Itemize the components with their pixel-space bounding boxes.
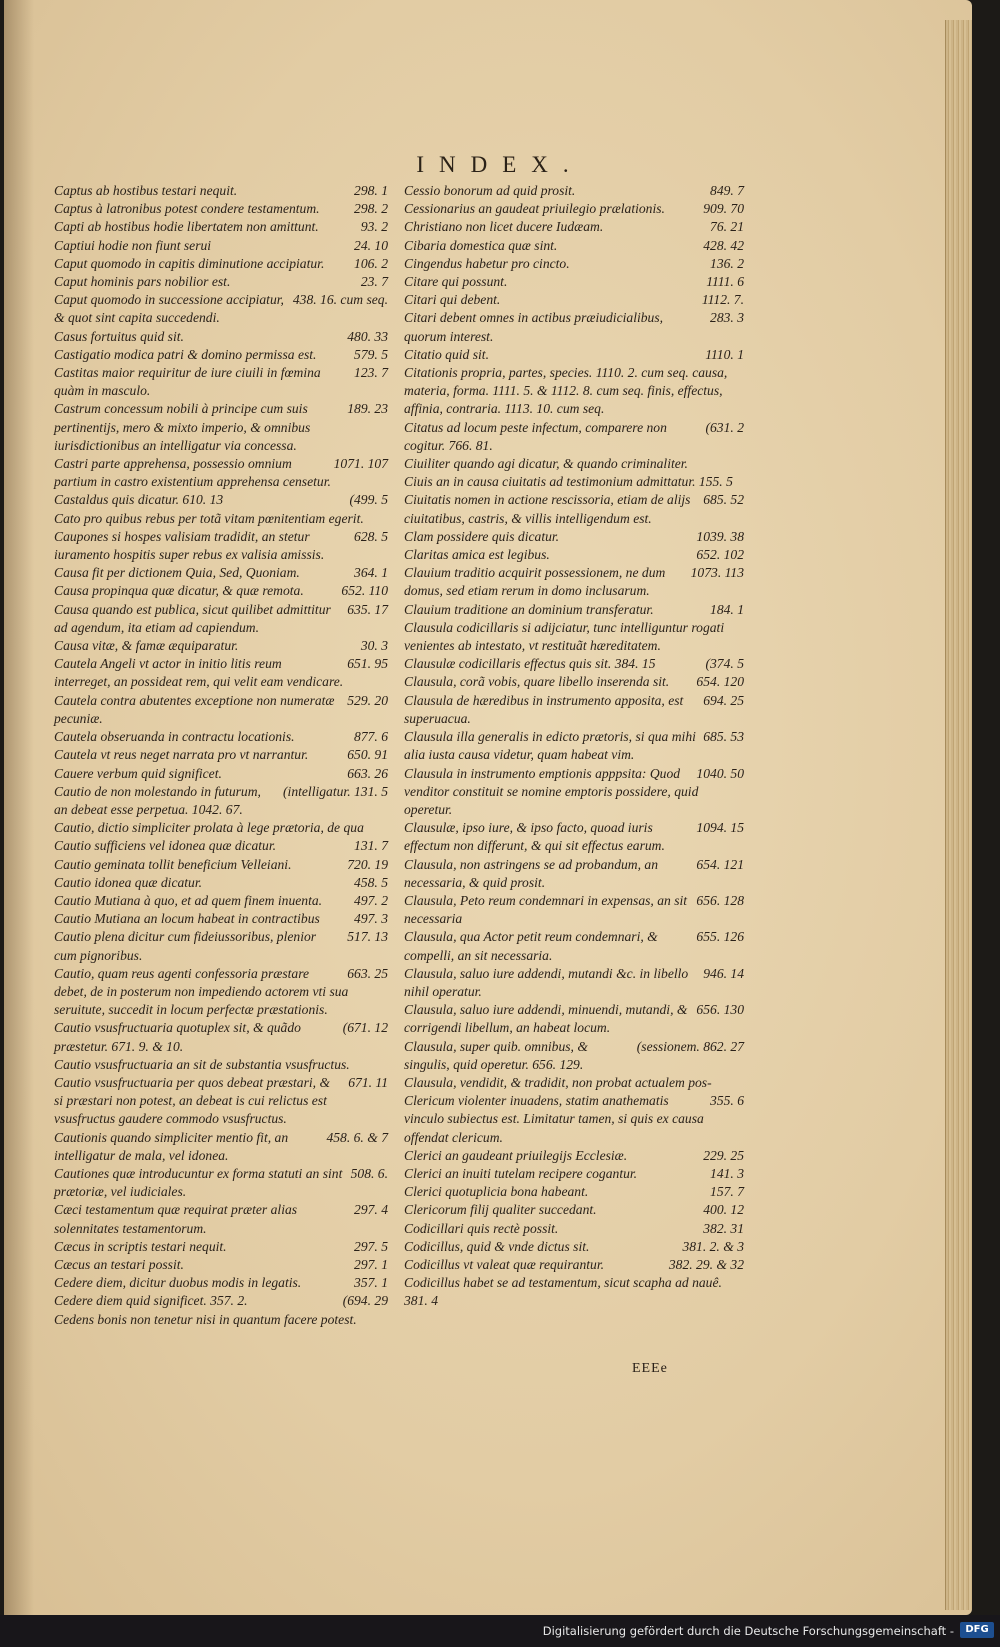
entry-reference: 497. 2 bbox=[354, 892, 388, 908]
footer-text: Digitalisierung gefördert durch die Deutsche Forschungsgemeinschaft - bbox=[542, 1624, 954, 1638]
index-entry bbox=[54, 1129, 388, 1165]
entry-text: Cautio geminata tollit beneficium Velleiani. bbox=[54, 856, 292, 872]
index-entry bbox=[404, 491, 744, 527]
entry-reference: 381. 2. & 3 bbox=[682, 1238, 744, 1254]
entry-text: Castrum concessum nobili à principe cum suis pertinentijs, mero & mixto imperio, & omnibus iurisdictionibus an intelligatur via concessa. bbox=[54, 401, 311, 453]
entry-text: Ciuiliter quando agi dicatur, & quando criminaliter. bbox=[404, 456, 688, 472]
entry-reference: 93. 2 bbox=[360, 219, 388, 235]
entry-reference: 685. 53 bbox=[703, 729, 744, 745]
entry-text: Cedere diem quid significet. 357. 2. bbox=[54, 1293, 248, 1309]
index-entry bbox=[404, 1183, 744, 1201]
entry-text: Captus à latronibus potest condere testamentum. bbox=[54, 201, 320, 217]
entry-text: Captiui hodie non fiunt serui bbox=[54, 237, 212, 253]
index-entry bbox=[54, 364, 388, 400]
entry-text: Cautio Mutiana an locum habeat in contractibus bbox=[54, 911, 320, 927]
index-entry bbox=[404, 346, 744, 364]
index-entry bbox=[404, 255, 744, 273]
signature-mark: EEEe bbox=[632, 1361, 668, 1376]
index-entry bbox=[404, 528, 744, 546]
index-entry bbox=[404, 455, 744, 473]
entry-reference: 480. 33 bbox=[347, 328, 388, 344]
index-entry bbox=[404, 273, 744, 291]
entry-reference: 76. 21 bbox=[710, 219, 744, 235]
entry-text: Clericum violenter inuadens, statim anathematis vinculo subiectus est. Limitatur tamen, si quis ex causa offendat clericum. bbox=[404, 1093, 704, 1145]
entry-reference: 123. 7 bbox=[354, 365, 388, 381]
index-entry bbox=[54, 765, 388, 783]
entry-text: Clausula de hæredibus in instrumento apposita, est superuacua. bbox=[404, 692, 684, 726]
entry-reference: 497. 3 bbox=[354, 911, 388, 927]
entry-reference: 1071. 107 bbox=[333, 456, 388, 472]
entry-reference: 23. 7 bbox=[360, 274, 388, 290]
entry-reference: 382. 31 bbox=[703, 1220, 744, 1236]
entry-reference: 382. 29. & 32 bbox=[668, 1256, 744, 1272]
entry-text: Ciuis an in causa ciuitatis ad testimonium admittatur. 155. 5 bbox=[404, 474, 733, 490]
entry-text: Cautio, quam reus agenti confessoria præstare debet, de in posterum non impediendo actorem vti sua seruitute, succedit in locum perfectæ præstationis. bbox=[54, 965, 349, 1018]
index-entry bbox=[54, 746, 388, 764]
index-entry bbox=[54, 728, 388, 746]
index-entry bbox=[404, 601, 744, 619]
index-column-right bbox=[404, 182, 744, 1311]
index-entry bbox=[54, 182, 388, 200]
entry-text: Caupones si hospes valisiam tradidit, an stetur iuramento hospitis super rebus ex valisia amissis. bbox=[54, 528, 325, 563]
entry-reference: 357. 1 bbox=[354, 1275, 388, 1291]
entry-reference: 355. 6 bbox=[710, 1093, 744, 1109]
entry-text: Cessio bonorum ad quid prosit. bbox=[404, 183, 576, 198]
index-entry bbox=[54, 1165, 388, 1201]
entry-reference: 1039. 38 bbox=[696, 528, 744, 544]
index-entry bbox=[404, 965, 744, 1001]
index-entry bbox=[404, 928, 744, 964]
entry-reference: 628. 5 bbox=[354, 528, 388, 544]
index-entry bbox=[404, 1274, 744, 1310]
index-entry bbox=[54, 237, 388, 255]
index-entry bbox=[54, 273, 388, 291]
index-entry bbox=[404, 1001, 744, 1037]
index-entry bbox=[404, 564, 744, 600]
index-entry bbox=[54, 400, 388, 455]
entry-text: Codicillus, quid & vnde dictus sit. bbox=[404, 1238, 590, 1254]
entry-text: Clausulæ codicillaris effectus quis sit. 384. 15 bbox=[404, 656, 656, 672]
index-entry bbox=[54, 1292, 388, 1310]
entry-reference: 671. 11 bbox=[348, 1074, 388, 1090]
index-entry bbox=[54, 783, 388, 819]
entry-text: Clausula, qua Actor petit reum condemnari, & compelli, an sit necessaria. bbox=[404, 929, 658, 963]
entry-reference: 458. 5 bbox=[354, 874, 388, 890]
entry-text: Citari debent omnes in actibus præiudicialibus, quorum interest. bbox=[404, 310, 664, 344]
index-entry bbox=[404, 200, 744, 218]
entry-reference: 283. 3 bbox=[710, 310, 744, 326]
entry-text: Cautio, dictio simpliciter prolata à lege prætoria, de qua bbox=[54, 820, 364, 836]
entry-reference: 298. 2 bbox=[354, 201, 388, 217]
entry-text: Castri parte apprehensa, possessio omnium partium in castro existentium apprehensa censetur. bbox=[54, 456, 331, 490]
entry-text: Causa vitæ, & famæ æquiparatur. bbox=[54, 638, 239, 654]
index-entry bbox=[54, 874, 388, 892]
entry-text: Christiano non licet ducere Iudæam. bbox=[404, 219, 604, 235]
index-entry bbox=[54, 200, 388, 218]
gutter-shadow bbox=[4, 0, 34, 1615]
index-entry bbox=[54, 346, 388, 364]
entry-reference: 529. 20 bbox=[347, 692, 388, 708]
entry-text: Cautio idonea quæ dicatur. bbox=[54, 874, 203, 890]
index-entry bbox=[404, 364, 744, 419]
entry-reference: 297. 4 bbox=[354, 1202, 388, 1218]
index-entry bbox=[54, 1256, 388, 1274]
index-entry bbox=[54, 455, 388, 491]
entry-text: Ciuitatis nomen in actione rescissoria, etiam de alijs ciuitatibus, castris, & villis intelligendum est. bbox=[404, 492, 691, 526]
entry-reference: 1073. 113 bbox=[690, 565, 744, 581]
entry-text: Citatus ad locum peste infectum, comparere non cogitur. 766. 81. bbox=[404, 419, 667, 453]
entry-reference: 428. 42 bbox=[703, 237, 744, 253]
entry-reference: 1110. 1 bbox=[705, 346, 744, 362]
index-entry bbox=[54, 856, 388, 874]
entry-reference: 141. 3 bbox=[710, 1165, 744, 1181]
index-entry bbox=[54, 1074, 388, 1129]
entry-reference: (671. 12 bbox=[342, 1020, 388, 1036]
entry-text: Clausula, non astringens se ad probandum, an necessaria, & quid prosit. bbox=[404, 856, 659, 890]
entry-text: Clauium traditione an dominium transferatur. bbox=[404, 601, 654, 617]
entry-text: Cessionarius an gaudeat priuilegio prælationis. bbox=[404, 201, 665, 217]
entry-text: Cæci testamentum quæ requirat præter alias solennitates testamentorum. bbox=[54, 1202, 298, 1236]
entry-reference: (sessionem. 862. 27 bbox=[636, 1038, 744, 1054]
entry-text: Cæcus an testari possit. bbox=[54, 1256, 184, 1272]
entry-reference: 400. 12 bbox=[703, 1202, 744, 1218]
entry-text: Castigatio modica patri & domino permissa est. bbox=[54, 346, 317, 362]
entry-text: Clerici an gaudeant priuilegijs Ecclesiæ. bbox=[404, 1147, 628, 1163]
digitization-footer bbox=[0, 1615, 1000, 1647]
index-entry bbox=[404, 728, 744, 764]
index-entry bbox=[54, 528, 388, 564]
entry-text: Citari qui debent. bbox=[404, 292, 501, 308]
index-entry bbox=[404, 309, 744, 345]
index-entry bbox=[404, 1165, 744, 1183]
entry-text: Castaldus quis dicatur. 610. 13 bbox=[54, 492, 224, 508]
entry-text: Codicillari quis rectè possit. bbox=[404, 1220, 559, 1236]
entry-reference: 136. 2 bbox=[710, 255, 744, 271]
entry-reference: (631. 2 bbox=[705, 419, 744, 435]
entry-text: Clerici quotuplicia bona habeant. bbox=[404, 1184, 589, 1200]
entry-reference: 849. 7 bbox=[710, 183, 744, 198]
index-entry bbox=[404, 1201, 744, 1219]
index-entry bbox=[54, 892, 388, 910]
entry-text: Citare qui possunt. bbox=[404, 274, 508, 290]
entry-text: Causa quando est publica, sicut quilibet admittitur ad agendum, ita etiam ad capiendum. bbox=[54, 601, 331, 635]
entry-reference: 652. 102 bbox=[696, 547, 744, 563]
entry-text: Cautio sufficiens vel idonea quæ dicatur. bbox=[54, 838, 277, 854]
entry-text: Clausula illa generalis in edicto prætoris, si qua mihi alia iusta causa videtur, quam habeat vim. bbox=[404, 729, 696, 763]
index-entry bbox=[54, 837, 388, 855]
index-entry bbox=[404, 1092, 744, 1147]
index-entry bbox=[54, 692, 388, 728]
entry-reference: 30. 3 bbox=[360, 638, 388, 654]
index-entry bbox=[54, 218, 388, 236]
index-entry bbox=[404, 765, 744, 820]
index-entry bbox=[404, 291, 744, 309]
index-entry bbox=[54, 819, 388, 837]
index-entry bbox=[54, 564, 388, 582]
entry-reference: (499. 5 bbox=[349, 492, 388, 508]
index-entry bbox=[404, 1220, 744, 1238]
entry-reference: 720. 19 bbox=[347, 856, 388, 872]
entry-text: Clauium traditio acquirit possessionem, ne dum domus, sed etiam rerum in domo inclusarum. bbox=[404, 565, 666, 599]
entry-text: Clausula, saluo iure addendi, mutandi &c. in libello nihil operatur. bbox=[404, 965, 689, 999]
entry-reference: 364. 1 bbox=[354, 565, 388, 581]
entry-text: Clam possidere quis dicatur. bbox=[404, 528, 560, 544]
index-entry bbox=[54, 601, 388, 637]
entry-reference: 298. 1 bbox=[354, 183, 388, 198]
index-column-left bbox=[54, 182, 388, 1329]
index-entry bbox=[54, 928, 388, 964]
entry-reference: 654. 120 bbox=[696, 674, 744, 690]
index-entry bbox=[404, 1074, 744, 1092]
entry-reference: 650. 91 bbox=[347, 747, 388, 763]
entry-reference: 656. 130 bbox=[696, 1002, 744, 1018]
page-edge bbox=[945, 20, 972, 1610]
entry-text: Clausula codicillaris si adijciatur, tunc intelliguntur rogati venientes ab intestato, vt restituãt hæreditatem. bbox=[404, 619, 725, 654]
entry-text: Cedens bonis non tenetur nisi in quantum facere potest. bbox=[54, 1311, 357, 1327]
entry-reference: 663. 26 bbox=[347, 765, 388, 781]
entry-reference: 663. 25 bbox=[347, 965, 388, 981]
entry-text: Clericorum filij qualiter succedant. bbox=[404, 1202, 597, 1218]
entry-text: Cedere diem, dicitur duobus modis in legatis. bbox=[54, 1275, 302, 1291]
entry-text: Citatio quid sit. bbox=[404, 346, 489, 362]
entry-reference: 1094. 15 bbox=[696, 820, 744, 836]
index-entry bbox=[54, 1311, 388, 1329]
entry-reference: 1112. 7. bbox=[701, 292, 744, 308]
index-entry bbox=[54, 1238, 388, 1256]
entry-text: Capti ab hostibus hodie libertatem non amittunt. bbox=[54, 219, 319, 235]
entry-text: Causa fit per dictionem Quia, Sed, Quoniam. bbox=[54, 565, 300, 581]
index-entry bbox=[54, 1274, 388, 1292]
index-entry bbox=[54, 637, 388, 655]
entry-reference: 656. 128 bbox=[696, 892, 744, 908]
entry-text: Citationis propria, partes, species. 1110. 2. cum seq. causa, materia, forma. 1111. 5. & 1112. 8. cum seq. finis, effectus, affinia, contraria. 1113. 10. cum seq. bbox=[404, 365, 728, 417]
entry-text: Clausula, super quib. omnibus, & singulis, quid operetur. 656. 129. bbox=[404, 1038, 588, 1072]
entry-reference: 635. 17 bbox=[347, 601, 388, 617]
entry-reference: 508. 6. bbox=[350, 1165, 388, 1181]
entry-text: Cingendus habetur pro cincto. bbox=[404, 255, 570, 271]
entry-reference: 694. 25 bbox=[703, 692, 744, 708]
index-entry bbox=[404, 1238, 744, 1256]
entry-reference: 131. 7 bbox=[354, 838, 388, 854]
entry-text: Cautio Mutiana à quo, et ad quem finem inuenta. bbox=[54, 892, 323, 908]
index-entry bbox=[54, 582, 388, 600]
entry-reference: 438. 16. cum seq. bbox=[292, 292, 388, 308]
index-entry bbox=[404, 473, 744, 491]
entry-text: Cautionis quando simpliciter mentio fit, an intelligatur de mala, vel idonea. bbox=[54, 1129, 289, 1163]
index-entry bbox=[404, 1038, 744, 1074]
index-entry bbox=[54, 655, 388, 691]
entry-reference: 685. 52 bbox=[703, 492, 744, 508]
entry-reference: (694. 29 bbox=[342, 1293, 388, 1309]
entry-text: Clausula, vendidit, & tradidit, non probat actualem pos- bbox=[404, 1074, 712, 1090]
index-entry bbox=[404, 218, 744, 236]
entry-reference: 651. 95 bbox=[347, 656, 388, 672]
index-entry bbox=[404, 856, 744, 892]
index-entry bbox=[54, 910, 388, 928]
entry-text: Caput quomodo in successione accipiatur, & quot sint capita succedendi. bbox=[54, 292, 284, 326]
entry-reference: (374. 5 bbox=[705, 656, 744, 672]
entry-text: Cautio de non molestando in futurum, an debeat esse perpetua. 1042. 67. bbox=[54, 783, 261, 817]
entry-reference: 189. 23 bbox=[347, 401, 388, 417]
entry-text: Cautio vsusfructuaria quotuplex sit, & quãdo præstetur. 671. 9. & 10. bbox=[54, 1020, 301, 1054]
entry-text: Cautela vt reus neget narrata pro vt narrantur. bbox=[54, 747, 309, 763]
entry-text: Caput quomodo in capitis diminutione accipiatur. bbox=[54, 255, 325, 271]
entry-text: Captus ab hostibus testari nequit. bbox=[54, 183, 238, 198]
entry-text: Clausula, corã vobis, quare libello inserenda sit. bbox=[404, 674, 670, 690]
entry-text: Castitas maior requiritur de iure ciuili in fœmina quàm in masculo. bbox=[54, 365, 321, 399]
index-entry bbox=[54, 291, 388, 327]
index-entry bbox=[404, 237, 744, 255]
entry-reference: 157. 7 bbox=[710, 1184, 744, 1200]
entry-text: Claritas amica est legibus. bbox=[404, 547, 550, 563]
index-entry bbox=[404, 692, 744, 728]
index-entry bbox=[404, 673, 744, 691]
index-entry bbox=[404, 1147, 744, 1165]
entry-reference: 652. 110 bbox=[341, 583, 388, 599]
entry-text: Cæcus in scriptis testari nequit. bbox=[54, 1238, 227, 1254]
entry-reference: 909. 70 bbox=[703, 201, 744, 217]
entry-text: Causa propinqua quæ dicatur, & quæ remota. bbox=[54, 583, 304, 599]
entry-text: Cautela obseruanda in contractu locationis. bbox=[54, 729, 295, 745]
entry-text: Cato pro quibus rebus per totã vitam pœnitentiam egerit. bbox=[54, 510, 364, 526]
index-entry bbox=[54, 1056, 388, 1074]
index-entry bbox=[404, 892, 744, 928]
entry-text: Clausulæ, ipso iure, & ipso facto, quoad iuris effectum non differunt, & qui sit effectus earum. bbox=[404, 820, 665, 854]
index-entry bbox=[404, 655, 744, 673]
index-entry bbox=[54, 1201, 388, 1237]
index-entry bbox=[404, 546, 744, 564]
entry-text: Cautio vsusfructuaria per quos debeat præstari, & si præstari non potest, an debeat is cui relictus est vsusfructus gaudere commodo vsusfructus. bbox=[54, 1074, 331, 1127]
entry-reference: 654. 121 bbox=[696, 856, 744, 872]
index-entry bbox=[404, 1256, 744, 1274]
index-entry bbox=[404, 819, 744, 855]
entry-reference: 458. 6. & 7 bbox=[326, 1129, 388, 1145]
dfg-logo[interactable]: DFG bbox=[960, 1622, 994, 1638]
entry-reference: 579. 5 bbox=[354, 346, 388, 362]
index-entry bbox=[54, 328, 388, 346]
entry-text: Cautio plena dicitur cum fideiussoribus, plenior cum pignoribus. bbox=[54, 929, 317, 963]
entry-text: Codicillus vt valeat quæ requirantur. bbox=[404, 1256, 604, 1272]
entry-reference: 229. 25 bbox=[703, 1147, 744, 1163]
entry-reference: 297. 5 bbox=[354, 1238, 388, 1254]
entry-text: Cibaria domestica quæ sint. bbox=[404, 237, 558, 253]
index-entry bbox=[54, 491, 388, 509]
index-entry bbox=[54, 1019, 388, 1055]
entry-reference: 517. 13 bbox=[347, 929, 388, 945]
entry-text: Clausula, Peto reum condemnari in expensas, an sit necessaria bbox=[404, 892, 688, 927]
entry-text: Clerici an inuiti tutelam recipere cogantur. bbox=[404, 1165, 638, 1181]
entry-reference: 655. 126 bbox=[696, 929, 744, 945]
entry-reference: 297. 1 bbox=[354, 1256, 388, 1272]
entry-text: Cautiones quæ introducuntur ex forma statuti an sint prætoriæ, vel iudiciales. bbox=[54, 1165, 343, 1200]
entry-reference: 946. 14 bbox=[703, 965, 744, 981]
entry-reference: 1040. 50 bbox=[696, 765, 744, 781]
entry-text: Cautio vsusfructuaria an sit de substantia vsusfructus. bbox=[54, 1056, 350, 1072]
entry-text: Clausula in instrumento emptionis apppsita: Quod venditor constituit se nomine emptoris possidere, quid operetur. bbox=[404, 765, 699, 817]
entry-reference: 877. 6 bbox=[354, 729, 388, 745]
index-entry bbox=[404, 182, 744, 200]
entry-reference: 24. 10 bbox=[354, 237, 388, 253]
entry-text: Casus fortuitus quid sit. bbox=[54, 328, 184, 344]
index-entry bbox=[54, 510, 388, 528]
entry-text: Cauere verbum quid significet. bbox=[54, 765, 222, 781]
index-entry bbox=[404, 619, 744, 655]
entry-text: Caput hominis pars nobilior est. bbox=[54, 274, 231, 290]
entry-text: Codicillus habet se ad testamentum, sicut scapha ad nauê. 381. 4 bbox=[404, 1275, 722, 1309]
page-heading: INDEX. bbox=[416, 152, 584, 177]
entry-reference: (intelligatur. 131. 5 bbox=[283, 783, 388, 799]
index-entry bbox=[404, 419, 744, 455]
entry-text: Cautela Angeli vt actor in initio litis reum interreget, an possideat rem, qui velit eam vendicare. bbox=[54, 656, 344, 690]
entry-reference: 184. 1 bbox=[710, 601, 744, 617]
index-entry bbox=[54, 965, 388, 1020]
index-entry bbox=[54, 255, 388, 273]
entry-text: Cautela contra abutentes exceptione non numeratæ pecuniæ. bbox=[54, 692, 335, 726]
entry-text: Clausula, saluo iure addendi, minuendi, mutandi, & corrigendi libellum, an habeat locum. bbox=[404, 1002, 688, 1036]
entry-reference: 106. 2 bbox=[354, 255, 388, 271]
entry-reference: 1111. 6 bbox=[706, 274, 744, 290]
